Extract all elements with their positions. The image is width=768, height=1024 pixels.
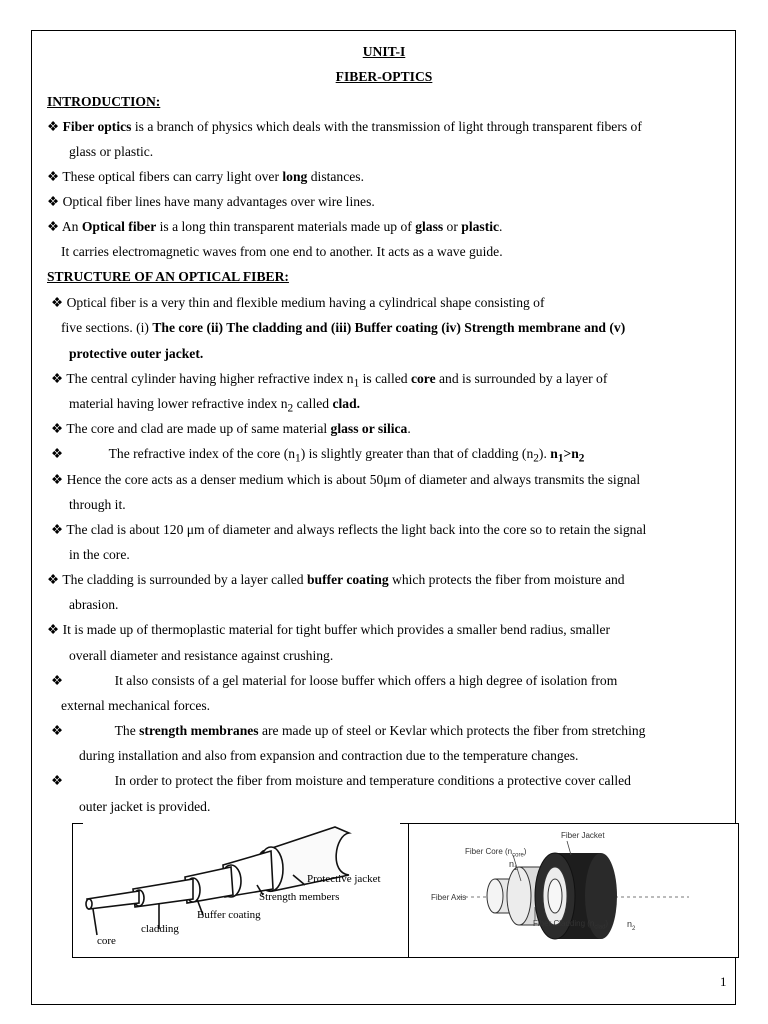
- structure-bullet-5-cont: through it.: [69, 497, 126, 512]
- bullet-icon: ❖: [51, 472, 64, 487]
- intro-bullet-1-cont: glass or plastic.: [69, 144, 154, 159]
- structure-bullet-2-cont: material having lower refractive index $n_2$ called clad.: [69, 396, 361, 415]
- label-cladding: cladding: [141, 923, 179, 935]
- structure-bullet-6: ❖ The clad is about 120 μm of diameter and always reflects the light back into the core so to retain the signal: [51, 522, 647, 537]
- structure-bullet-4: ❖ The refractive index of the core $(n_1)$ is slightly greater than that of cladding $(n_2)$. $n_1>n_2$: [51, 446, 585, 465]
- structure-heading: STRUCTURE OF AN OPTICAL FIBER:: [47, 269, 289, 284]
- bullet-icon: ❖: [51, 371, 64, 386]
- label-core: core: [97, 935, 116, 947]
- structure-bullet-3: ❖ The core and clad are made up of same material glass or silica.: [51, 421, 411, 436]
- intro-paragraph: It carries electromagnetic waves from one end to another. It acts as a wave guide.: [61, 244, 503, 259]
- structure-bullet-1-cont: five sections. (i) The core (ii) The cladding and (iii) Buffer coating (iv) Strength membrane and (v): [61, 320, 626, 335]
- structure-bullet-8-cont: overall diameter and resistance against crushing.: [69, 648, 334, 663]
- bullet-icon: ❖: [47, 622, 60, 637]
- label-n2: $n_2$: [627, 919, 636, 932]
- label-protective-jacket: Protective jacket: [307, 873, 381, 885]
- structure-bullet-9-cont: external mechanical forces.: [61, 698, 211, 713]
- bullet-icon: ❖: [47, 169, 60, 184]
- figure-fiber-crosssection: [409, 823, 739, 958]
- intro-bullet-1: ❖ Fiber optics is a branch of physics which deals with the transmission of light through transparent fibers of: [47, 119, 642, 134]
- bullet-icon: ❖: [51, 723, 64, 738]
- bullet-icon: ❖: [47, 119, 60, 134]
- intro-bullet-4: ❖ An Optical fiber is a long thin transparent materials made up of glass or plastic.: [47, 219, 503, 234]
- structure-bullet-8: ❖ It is made up of thermoplastic material for tight buffer which provides a smaller bend radius, smaller: [47, 622, 611, 637]
- structure-bullet-7-cont: abrasion.: [69, 597, 119, 612]
- structure-bullet-2: ❖ The central cylinder having higher refractive index $n_1$ is called core and is surrounded by a layer of: [51, 371, 608, 390]
- label-fiber-jacket: Fiber Jacket: [561, 831, 605, 840]
- bullet-icon: ❖: [51, 446, 64, 461]
- intro-heading: INTRODUCTION:: [47, 94, 161, 109]
- fiber-layers-drawing: [73, 823, 410, 956]
- crosssection-drawing: [409, 823, 737, 956]
- bullet-icon: ❖: [51, 295, 64, 310]
- structure-bullet-10: ❖ The strength membranes are made up of steel or Kevlar which protects the fiber from stretching: [51, 723, 646, 738]
- structure-bullet-10-cont: during installation and also from expansion and contraction due to the temperature changes.: [79, 748, 579, 763]
- page-number: 1: [720, 974, 727, 989]
- structure-bullet-5: ❖ Hence the core acts as a denser medium which is about 50μm of diameter and always transmits the signal: [51, 472, 641, 487]
- structure-bullet-9: ❖ It also consists of a gel material for loose buffer which offers a high degree of isolation from: [51, 673, 618, 688]
- bullet-icon: ❖: [47, 194, 60, 209]
- structure-bullet-1-cont2: protective outer jacket.: [69, 346, 204, 361]
- bullet-icon: ❖: [51, 421, 64, 436]
- label-fiber-axis: Fiber Axis: [431, 893, 467, 902]
- bullet-icon: ❖: [51, 773, 64, 788]
- bullet-icon: ❖: [47, 219, 60, 234]
- label-fiber-core: Fiber Core $(n_{core})$: [465, 847, 527, 859]
- structure-bullet-1: ❖ Optical fiber is a very thin and flexible medium having a cylindrical shape consisting of: [51, 295, 545, 310]
- bullet-icon: ❖: [47, 572, 60, 587]
- structure-bullet-7: ❖ The cladding is surrounded by a layer called buffer coating which protects the fiber from moisture and: [47, 572, 625, 587]
- intro-bullet-2: ❖ These optical fibers can carry light over long distances.: [47, 169, 364, 184]
- structure-bullet-11-cont: outer jacket is provided.: [79, 799, 211, 814]
- topic-title: FIBER-OPTICS: [335, 69, 433, 84]
- unit-title: UNIT-I: [362, 44, 406, 59]
- bullet-icon: ❖: [51, 522, 64, 537]
- structure-bullet-11: ❖ In order to protect the fiber from moisture and temperature conditions a protective cover called: [51, 773, 631, 788]
- label-n1: $n_1$: [509, 859, 518, 872]
- label-fiber-cladding: Fiber Cladding $(n_{clad})$: [533, 919, 609, 931]
- bullet-icon: ❖: [51, 673, 64, 688]
- structure-bullet-6-cont: in the core.: [69, 547, 130, 562]
- label-buffer-coating: Buffer coating: [197, 909, 261, 921]
- label-strength-members: Strength members: [259, 891, 340, 903]
- intro-bullet-3: ❖ Optical fiber lines have many advantages over wire lines.: [47, 194, 375, 209]
- figure-fiber-layers: [72, 823, 411, 958]
